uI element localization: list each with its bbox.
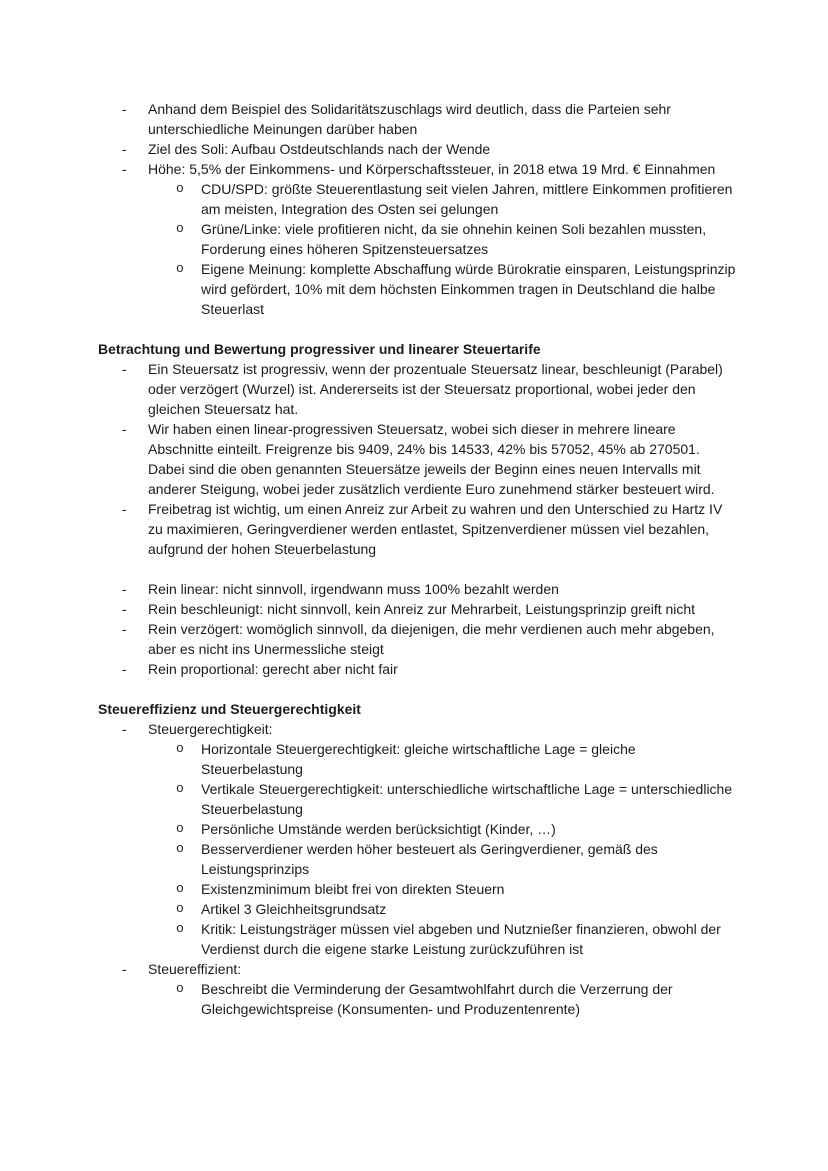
circle-bullet-icon: o bbox=[176, 901, 184, 916]
list-item bbox=[98, 899, 738, 919]
list-item bbox=[98, 819, 738, 839]
circle-bullet-icon: o bbox=[176, 261, 184, 276]
list-item bbox=[98, 779, 738, 819]
circle-bullet-icon: o bbox=[176, 881, 184, 896]
list-item bbox=[98, 879, 738, 899]
list-item bbox=[98, 919, 738, 959]
list-item-text: Wir haben einen linear-progressiven Steuersatz, wobei sich dieser in mehrere lineare Abschnitte einteilt. Freigrenze bis 9409, 24% bis 14533, 42% bis 57052, 45% ab 270501. Dabei sind die oben genannten Steuersätze jeweils der Beginn eines neuen Intervalls mit anderer Steigung, wobei jeder zusätzlich verdiente Euro zunehmend stärker besteuert wird. bbox=[148, 421, 715, 497]
list-item bbox=[98, 839, 738, 879]
list-item-text: Ziel des Soli: Aufbau Ostdeutschlands nach der Wende bbox=[148, 141, 491, 157]
list-item bbox=[98, 139, 738, 159]
list-item-text: Existenzminimum bleibt frei von direkten Steuern bbox=[201, 881, 505, 897]
dash-bullet-icon: - bbox=[122, 141, 127, 157]
list-item-text: CDU/SPD: größte Steuerentlastung seit vielen Jahren, mittlere Einkommen profitieren am meisten, Integration des Osten sei gelungen bbox=[201, 181, 733, 217]
dash-bullet-icon: - bbox=[122, 421, 127, 437]
list-item-text: Ein Steuersatz ist progressiv, wenn der prozentuale Steuersatz linear, beschleunigt (Parabel) oder verzögert (Wurzel) ist. Andererseits ist der Steuersatz proportional, wobei jeder den gleichen Steuersatz hat. bbox=[148, 361, 723, 417]
list-item bbox=[98, 959, 738, 979]
list-item bbox=[98, 99, 738, 139]
list-item bbox=[98, 979, 738, 1019]
list-item bbox=[98, 359, 738, 419]
dash-bullet-icon: - bbox=[122, 601, 127, 617]
list-item-text: Anhand dem Beispiel des Solidaritätszuschlags wird deutlich, dass die Parteien sehr unterschiedliche Meinungen darüber haben bbox=[148, 101, 671, 137]
circle-bullet-icon: o bbox=[176, 781, 184, 796]
list-item bbox=[98, 599, 738, 619]
list-item bbox=[98, 259, 738, 319]
circle-bullet-icon: o bbox=[176, 821, 184, 836]
list-item-text: Rein verzögert: womöglich sinnvoll, da diejenigen, die mehr verdienen auch mehr abgeben, aber es nicht ins Unermessliche steigt bbox=[148, 621, 715, 657]
list-item bbox=[98, 499, 738, 559]
circle-bullet-icon: o bbox=[176, 181, 184, 196]
list-item-text: Höhe: 5,5% der Einkommens- und Körperschaftssteuer, in 2018 etwa 19 Mrd. € Einnahmen bbox=[148, 161, 716, 177]
list-item-text: Rein beschleunigt: nicht sinnvoll, kein Anreiz zur Mehrarbeit, Leistungsprinzip greift nicht bbox=[148, 601, 696, 617]
list-item-text: Persönliche Umstände werden berücksichtigt (Kinder, …) bbox=[201, 821, 556, 837]
circle-bullet-icon: o bbox=[176, 841, 184, 856]
list-item-text: Steuereffizient: bbox=[148, 961, 242, 977]
dash-bullet-icon: - bbox=[122, 101, 127, 117]
dash-bullet-icon: - bbox=[122, 621, 127, 637]
dash-bullet-icon: - bbox=[122, 661, 127, 677]
list-item-text: Besserverdiener werden höher besteuert als Geringverdiener, gemäß des Leistungsprinzips bbox=[201, 841, 658, 877]
document-body bbox=[98, 99, 738, 1019]
list-item bbox=[98, 659, 738, 679]
list-item bbox=[98, 619, 738, 659]
dash-bullet-icon: - bbox=[122, 161, 127, 177]
list-item-text: Grüne/Linke: viele profitieren nicht, da sie ohnehin keinen Soli bezahlen mussten, Forderung eines höheren Spitzensteuersatzes bbox=[201, 221, 707, 257]
dash-bullet-icon: - bbox=[122, 501, 127, 517]
list-item-text: Artikel 3 Gleichheitsgrundsatz bbox=[201, 901, 387, 917]
list-item-text: Eigene Meinung: komplette Abschaffung würde Bürokratie einsparen, Leistungsprinzip wird gefördert, 10% mit dem höchsten Einkommen tragen in Deutschland die halbe Steuerlast bbox=[201, 261, 736, 317]
circle-bullet-icon: o bbox=[176, 981, 184, 996]
paragraph-spacer bbox=[98, 559, 738, 579]
list-item bbox=[98, 719, 738, 739]
list-item bbox=[98, 159, 738, 179]
dash-bullet-icon: - bbox=[122, 581, 127, 597]
list-item-text: Steuergerechtigkeit: bbox=[148, 721, 273, 737]
list-item-text: Beschreibt die Verminderung der Gesamtwohlfahrt durch die Verzerrung der Gleichgewichtspreise (Konsumenten- und Produzentenrente) bbox=[201, 981, 673, 1017]
dash-bullet-icon: - bbox=[122, 361, 127, 377]
list-item bbox=[98, 179, 738, 219]
circle-bullet-icon: o bbox=[176, 221, 184, 236]
list-item bbox=[98, 419, 738, 499]
list-item-text: Freibetrag ist wichtig, um einen Anreiz zur Arbeit zu wahren und den Unterschied zu Hartz IV zu maximieren, Geringverdiener werden entlastet, Spitzenverdiener müssen viel bezahlen, aufgrund der hohen Steuerbelastung bbox=[148, 501, 723, 557]
list-item-text: Vertikale Steuergerechtigkeit: unterschiedliche wirtschaftliche Lage = unterschiedliche Steuerbelastung bbox=[201, 781, 733, 817]
dash-bullet-icon: - bbox=[122, 961, 127, 977]
list-item-text: Horizontale Steuergerechtigkeit: gleiche wirtschaftliche Lage = gleiche Steuerbelastung bbox=[201, 741, 636, 777]
section-heading: Steuereffizienz und Steuergerechtigkeit bbox=[98, 701, 361, 717]
list-item bbox=[98, 219, 738, 259]
dash-bullet-icon: - bbox=[122, 721, 127, 737]
circle-bullet-icon: o bbox=[176, 741, 184, 756]
list-item-text: Rein proportional: gerecht aber nicht fair bbox=[148, 661, 398, 677]
list-item bbox=[98, 579, 738, 599]
list-item-text: Rein linear: nicht sinnvoll, irgendwann muss 100% bezahlt werden bbox=[148, 581, 559, 597]
list-item-text: Kritik: Leistungsträger müssen viel abgeben und Nutznießer finanzieren, obwohl der Verdienst durch die eigene starke Leistung zurückzuführen ist bbox=[201, 921, 721, 957]
circle-bullet-icon: o bbox=[176, 921, 184, 936]
list-item bbox=[98, 739, 738, 779]
section-heading: Betrachtung und Bewertung progressiver und linearer Steuertarife bbox=[98, 341, 541, 357]
